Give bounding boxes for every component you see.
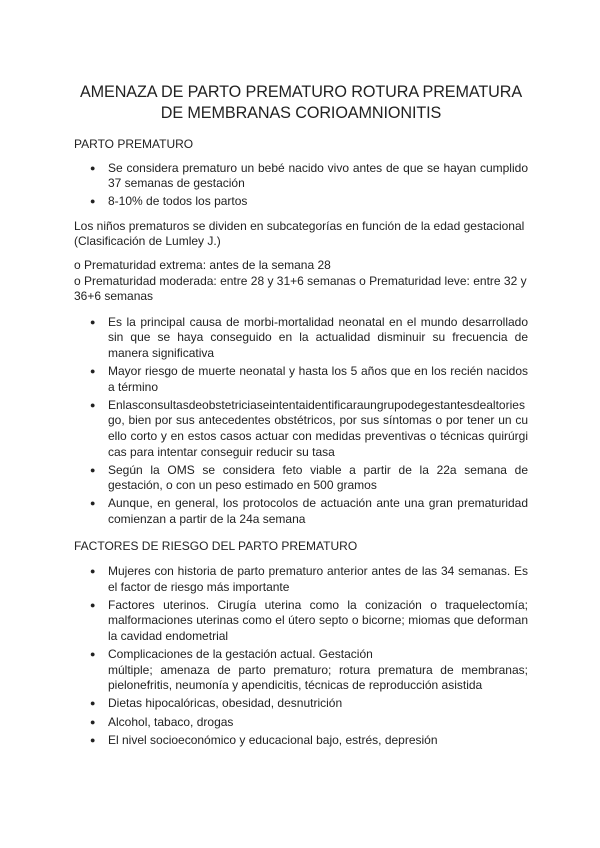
bullet-icon: ●: [90, 698, 96, 709]
bullet-icon: ●: [90, 734, 96, 745]
section-heading-parto-prematuro: PARTO PREMATURO: [74, 137, 194, 151]
list-item: ● Es la principal causa de morbi-mortalidad neonatal en el mundo desarrollado sin que se haya conseguido en la actualidad disminuir su frecuencia de manera significativa: [90, 314, 528, 361]
bullet-icon: ●: [90, 399, 96, 410]
list-item: ● Mayor riesgo de muerte neonatal y hasta los 5 años que en los recién nacidos a término: [90, 364, 528, 394]
bullet-icon: ●: [90, 162, 96, 173]
bullet-icon: ●: [90, 196, 96, 207]
list-item: ● Factores uterinos. Cirugía uterina como la conización o traquelectomía; malformaciones uterinas como el útero septo o bicorne; miomas que deforman la cavidad endometrial: [90, 597, 528, 644]
paragraph-subcategories: Los niños prematuros se dividen en subcategorías en función de la edad gestacional (Clasificación de Lumley J.): [74, 218, 525, 249]
list-item: ● Aunque, en general, los protocolos de actuación ante una gran prematuridad comienzan a partir de la 24a semana: [90, 496, 528, 526]
bullet-list-risk-factors: [74, 564, 528, 748]
list-item: ● Mujeres con historia de parto prematuro anterior antes de las 34 semanas. Es el factor de riesgo más importante: [90, 564, 528, 594]
section-heading-factores-riesgo: FACTORES DE RIESGO DEL PARTO PREMATURO: [74, 538, 358, 553]
bullet-icon: ●: [90, 366, 96, 377]
document-page: [74, 82, 528, 757]
bullet-icon: ●: [90, 599, 96, 610]
paragraph-extreme: o Prematuridad extrema: antes de la semana 28: [74, 258, 331, 273]
bullet-icon: ●: [90, 464, 96, 475]
bullet-icon: ●: [90, 566, 96, 577]
bullet-list-definition: [74, 161, 528, 210]
list-item: ● Se considera prematuro un bebé nacido vivo antes de que se hayan cumplido 37 semanas de gestación: [90, 160, 528, 191]
bullet-icon: ●: [90, 649, 96, 660]
paragraph-moderate-mild: o Prematuridad moderada: entre 28 y 31+6 semanas o Prematuridad leve: entre 32 y 36+6 semanas: [74, 273, 527, 304]
list-item-continuation: múltiple; amenaza de parto prematuro; rotura prematura de membranas; pielonefritis, neumonía y apendicitis, técnicas de reproducción asistida: [108, 662, 528, 693]
bullet-icon: ●: [90, 716, 96, 727]
list-item: ● 8-10% de todos los partos: [90, 194, 248, 209]
document-title: AMENAZA DE PARTO PREMATURO ROTURA PREMATURA DE MEMBRANAS CORIOAMNIONITIS: [79, 83, 523, 122]
bullet-list-facts: [74, 315, 528, 528]
bullet-icon: ●: [90, 498, 96, 509]
list-item: ● El nivel socioeconómico y educacional bajo, estrés, depresión: [90, 732, 438, 747]
list-item: ● Alcohol, tabaco, drogas: [90, 714, 234, 729]
list-item: ● Complicaciones de la gestación actual. Gestación múltiple; amenaza de parto prematuro; rotura prematura de membranas; pielonefritis, neumonía y apendicitis, técnicas de reproducción asistida: [90, 647, 528, 693]
list-item: ● Dietas hipocalóricas, obesidad, desnutrición: [90, 696, 343, 711]
list-item: ● Según la OMS se considera feto viable a partir de la 22a semana de gestación, o con un peso estimado en 500 gramos: [90, 462, 528, 493]
list-item: ● Enlasconsultasdeobstetriciaseintentaidentificaraungrupodegestantesdealtoriesgo, bien por sus antecedentes obstétricos, por sus síntomas o por tener un cuello corto y en estos casos actuar con medidas preventivas o técnicas quirúrgicas para intentar conseguir reducir su tasa: [90, 397, 528, 459]
bullet-icon: ●: [90, 316, 96, 327]
